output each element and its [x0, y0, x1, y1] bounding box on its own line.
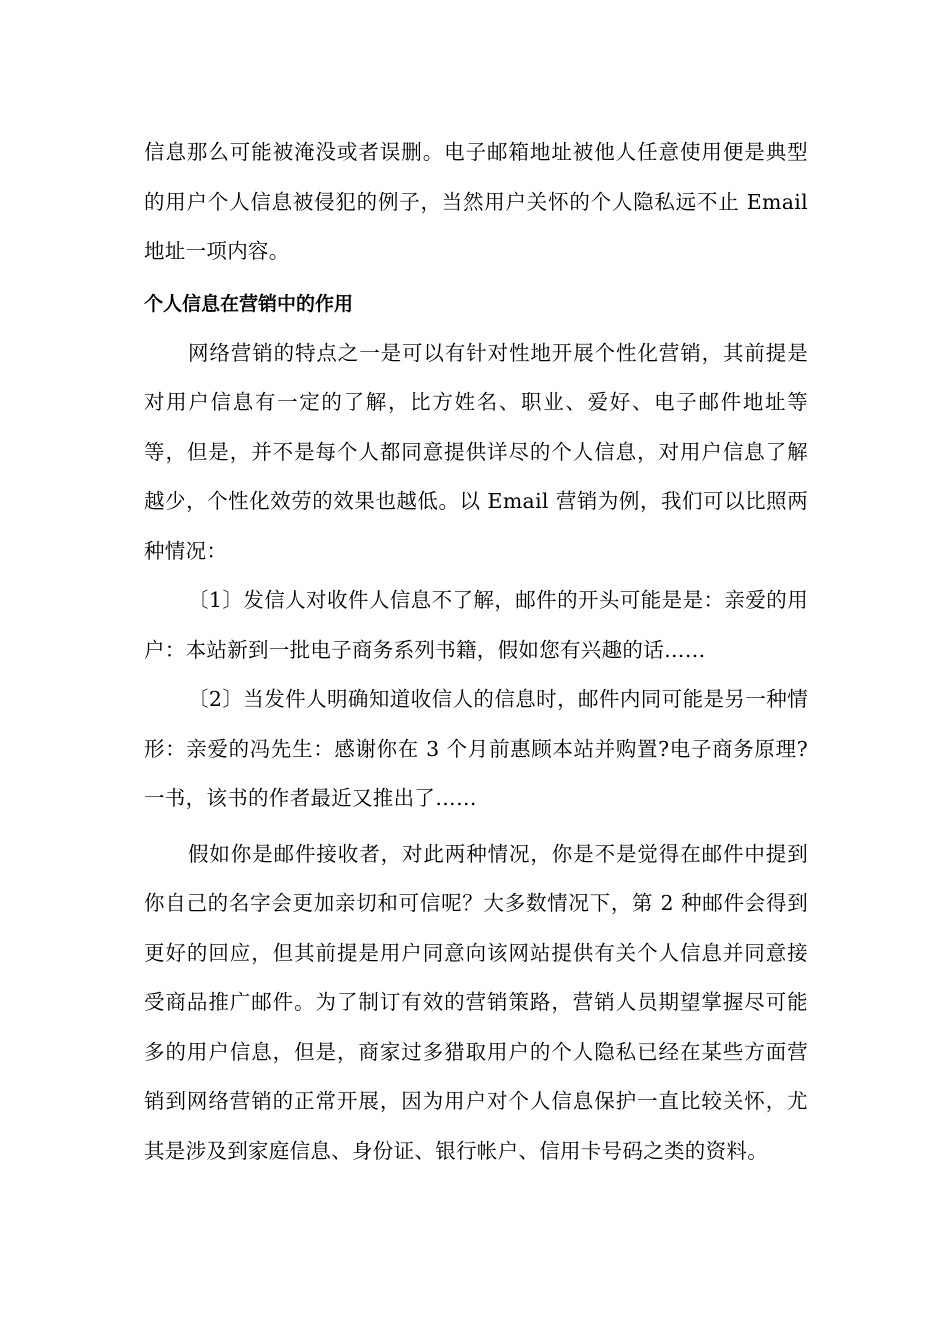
example-item-1: 〔1〕发信人对收件人信息不了解，邮件的开头可能是是：亲爱的用户：本站新到一批电子商务系列书籍，假如您有兴趣的话……	[144, 588, 808, 662]
closing-paragraph: 假如你是邮件接收者，对此两种情况，你是不是觉得在邮件中提到你自己的名字会更加亲切和可信呢？大多数情况下，第 2 种邮件会得到更好的回应，但其前提是用户同意向该网站提供有关个人信息并同意接受商品推广邮件。为了制订有效的营销策路，营销人员期望掌握尽可能多的用户信息，但是，商家过多猎取用户的个人隐私已经在某些方面营销到网络营销的正常开展，因为用户对个人信息保护一直比较关怀，尤其是涉及到家庭信息、身份证、银行帐户、信用卡号码之类的资料。	[144, 841, 808, 1163]
intro-paragraph: 网络营销的特点之一是可以有针对性地开展个性化营销，其前提是对用户信息有一定的了解，比方姓名、职业、爱好、电子邮件地址等等，但是，并不是每个人都同意提供详尽的个人信息，对用户信息了解越少，个性化效劳的效果也越低。以 Email 营销为例，我们可以比照两种情况：	[144, 340, 808, 563]
document-body	[144, 128, 808, 1176]
example-item-2: 〔2〕当发件人明确知道收信人的信息时，邮件内同可能是另一种情形：亲爱的冯先生：感谢你在 3 个月前惠顾本站并购置?电子商务原理?一书，该书的作者最近又推出了……	[144, 687, 808, 810]
opening-paragraph: 信息那么可能被淹没或者误删。电子邮箱地址被他人任意使用便是典型的用户个人信息被侵犯的例子，当然用户关怀的个人隐私远不止 Email 地址一项内容。	[144, 140, 808, 263]
section-heading: 个人信息在营销中的作用	[144, 292, 354, 315]
